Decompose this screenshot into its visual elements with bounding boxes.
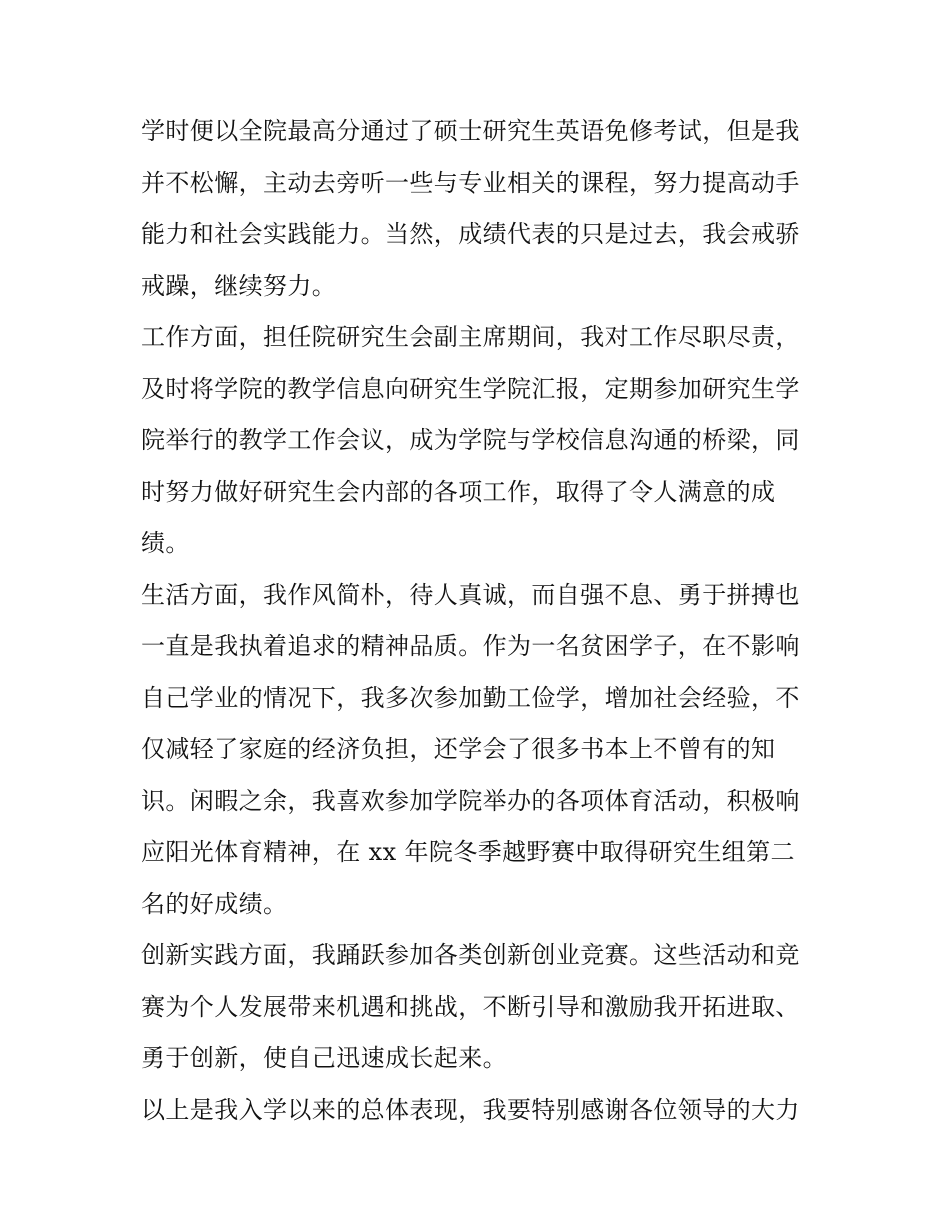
text-line: 一直是我执着追求的精神品质。作为一名贫困学子，在不影响 (141, 632, 800, 660)
text-line: 生活方面，我作风简朴，待人真诚，而自强不息、勇于拼搏也 (141, 580, 800, 609)
text-line: 院举行的教学工作会议，成为学院与学校信息沟通的桥梁，同 (141, 426, 800, 454)
text-line: 创新实践方面，我踊跃参加各类创新创业竞赛。这些活动和竞 (141, 941, 800, 969)
text-line: 学时便以全院最高分通过了硕士研究生英语免修考试，但是我 (141, 117, 800, 145)
text-line: 勇于创新，使自己迅速成长起来。 (141, 1044, 507, 1072)
text-line: 及时将学院的教学信息向研究生学院汇报，定期参加研究生学 (141, 374, 800, 403)
text-line: 戒躁，继续努力。 (141, 271, 337, 300)
text-line: 工作方面，担任院研究生会副主席期间，我对工作尽职尽责， (141, 323, 800, 351)
text-line: 名的好成绩。 (141, 889, 288, 918)
text-line: 赛为个人发展带来机遇和挑战，不断引导和激励我开拓进取、 (141, 992, 800, 1021)
text-line: 自己学业的情况下，我多次参加勤工俭学，增加社会经验，不 (141, 683, 800, 712)
text-line: 以上是我入学以来的总体表现，我要特别感谢各位领导的大力 (141, 1095, 800, 1124)
text-line: 能力和社会实践能力。当然，成绩代表的只是过去，我会戒骄 (141, 220, 800, 248)
text-line: 并不松懈，主动去旁听一些与专业相关的课程，努力提高动手 (141, 168, 800, 197)
text-line: 时努力做好研究生会内部的各项工作，取得了令人满意的成 (141, 477, 776, 506)
text-line: 识。闲暇之余，我喜欢参加学院举办的各项体育活动，积极响 (141, 786, 800, 815)
text-line: 绩。 (141, 529, 190, 557)
text-line: 仅减轻了家庭的经济负担，还学会了很多书本上不曾有的知 (141, 735, 776, 763)
text-line: 应阳光体育精神，在 xx 年院冬季越野赛中取得研究生组第二 (141, 838, 795, 866)
document-body (141, 109, 821, 1139)
